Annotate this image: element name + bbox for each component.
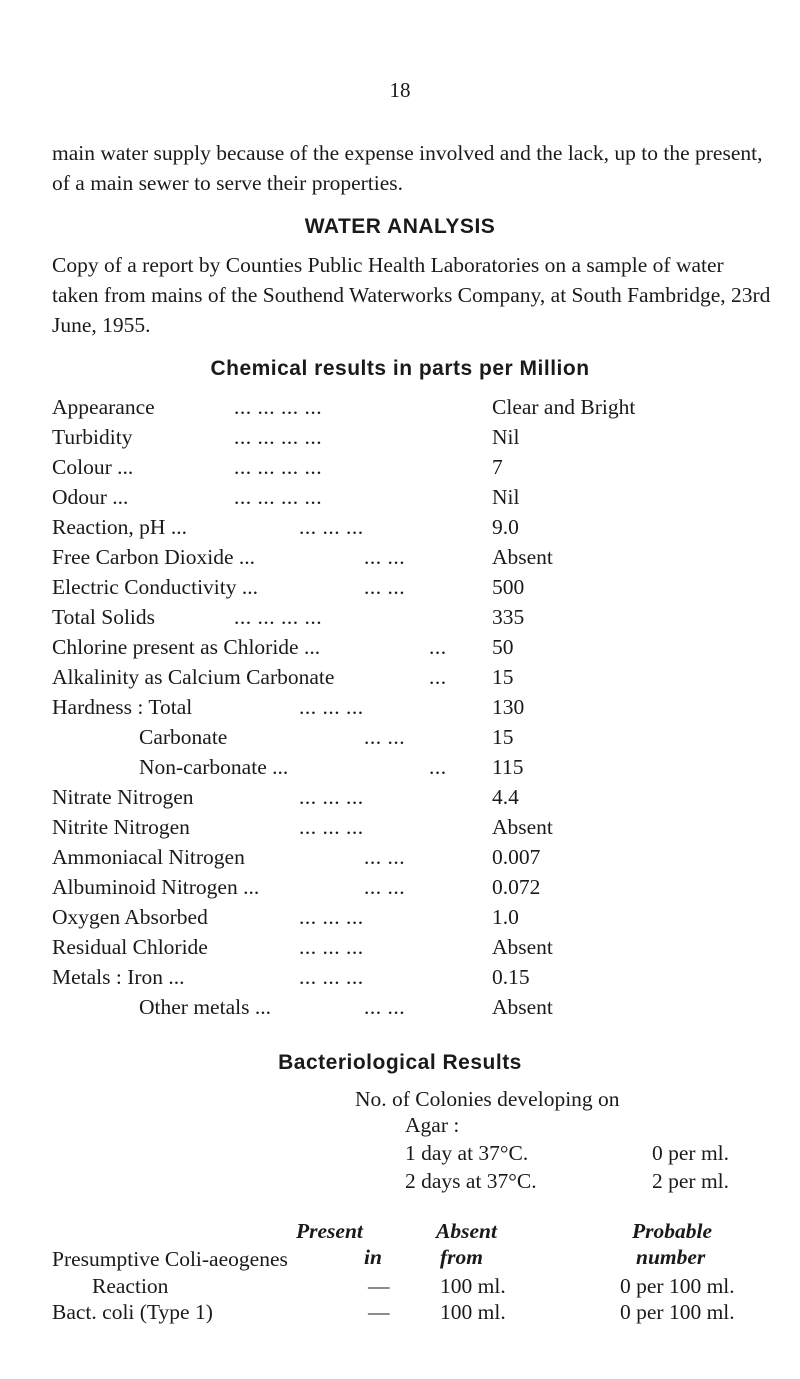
row-label: Colour ... <box>52 455 134 479</box>
row-value: 50 <box>492 635 514 659</box>
leader-dots: ... ... ... ... <box>234 605 323 629</box>
leader-dots: ... ... ... ... <box>234 425 323 449</box>
row-value: 15 <box>492 725 514 749</box>
chemical-row <box>52 935 772 963</box>
chemical-row <box>52 725 772 753</box>
chemical-row <box>52 995 772 1023</box>
chemical-row <box>52 605 772 633</box>
report-paragraph: Copy of a report by Counties Public Health Laboratories on a sample of water taken from mains of the Southend Waterworks Company, at South Fambridge, 23rd June, 1955. <box>52 253 771 337</box>
row-value: 1.0 <box>492 905 519 929</box>
column-header-present: Present <box>296 1219 363 1243</box>
row-value: 9.0 <box>492 515 519 539</box>
page-number: 18 <box>389 78 411 102</box>
leader-dots: ... ... ... <box>299 965 364 989</box>
row-value: 130 <box>492 695 525 719</box>
row-value: Absent <box>492 995 553 1019</box>
leader-dots: ... ... <box>364 875 406 899</box>
leader-dots: ... ... ... ... <box>234 485 323 509</box>
row-value: 7 <box>492 455 503 479</box>
row-label: Turbidity <box>52 425 133 449</box>
row-label: Carbonate <box>139 725 228 749</box>
row-value: Clear and Bright <box>492 395 636 419</box>
day1-label: 1 day at 37°C. <box>405 1141 529 1165</box>
leader-dots: ... ... <box>364 545 406 569</box>
row-label: Chlorine present as Chloride ... <box>52 635 321 659</box>
row-label: Other metals ... <box>139 995 271 1019</box>
column-header-absent: Absent <box>436 1219 497 1243</box>
intro-paragraph: main water supply because of the expense involved and the lack, up to the present, of a main sewer to serve their properties. <box>52 141 763 195</box>
leader-dots: ... ... ... <box>299 935 364 959</box>
section-title: WATER ANALYSIS <box>304 215 496 238</box>
row-value: 115 <box>492 755 524 779</box>
row-value: 0.007 <box>492 845 541 869</box>
leader-dots: ... <box>429 755 447 779</box>
leader-dots: ... ... ... ... <box>234 455 323 479</box>
row-value: Absent <box>492 935 553 959</box>
chemical-row <box>52 845 772 873</box>
chemical-row <box>52 815 772 843</box>
chemical-row <box>52 515 772 543</box>
chemical-row <box>52 425 772 453</box>
row-label: Nitrate Nitrogen <box>52 785 194 809</box>
reaction-probable: 0 per 100 ml. <box>620 1274 735 1298</box>
day1-value: 0 per ml. <box>652 1141 730 1165</box>
chemical-row <box>52 575 772 603</box>
chemical-row <box>52 755 772 783</box>
leader-dots: ... ... ... <box>299 905 364 929</box>
chemical-row <box>52 965 772 993</box>
row-value: Absent <box>492 815 553 839</box>
bact-coli-absent: 100 ml. <box>440 1300 506 1324</box>
row-value: 15 <box>492 665 514 689</box>
row-label: Oxygen Absorbed <box>52 905 208 929</box>
row-value: 4.4 <box>492 785 519 809</box>
reaction-absent: 100 ml. <box>440 1274 506 1298</box>
leader-dots: ... ... <box>364 725 406 749</box>
row-label: Free Carbon Dioxide ... <box>52 545 256 569</box>
leader-dots: ... <box>429 665 447 689</box>
leader-dots: ... <box>429 635 447 659</box>
row-value: 0.15 <box>492 965 530 989</box>
row-label: Nitrite Nitrogen <box>52 815 190 839</box>
colonies-caption: No. of Colonies developing on <box>355 1087 620 1111</box>
row-value: 500 <box>492 575 525 599</box>
chemical-row <box>52 455 772 483</box>
chemical-row <box>52 785 772 813</box>
column-header-probable: Probable <box>632 1219 713 1243</box>
leader-dots: ... ... ... <box>299 515 364 539</box>
row-label: Hardness : Total <box>52 695 193 719</box>
agar-label: Agar : <box>405 1113 460 1137</box>
row-label: Appearance <box>52 395 155 419</box>
day2-label: 2 days at 37°C. <box>405 1169 537 1193</box>
bact-coli-present: — <box>368 1300 390 1324</box>
column-header-from: from <box>440 1245 483 1269</box>
leader-dots: ... ... ... <box>299 695 364 719</box>
leader-dots: ... ... <box>364 845 406 869</box>
row-label-bact-coli: Bact. coli (Type 1) <box>52 1300 213 1324</box>
row-value: 0.072 <box>492 875 541 899</box>
day2-value: 2 per ml. <box>652 1169 730 1193</box>
row-label: Metals : Iron ... <box>52 965 185 989</box>
bact-coli-probable: 0 per 100 ml. <box>620 1300 735 1324</box>
row-label: Electric Conductivity ... <box>52 575 258 599</box>
row-label: Alkalinity as Calcium Carbonate <box>52 665 335 689</box>
column-header-number: number <box>636 1245 706 1269</box>
leader-dots: ... ... ... <box>299 815 364 839</box>
row-label: Non-carbonate ... <box>139 755 289 779</box>
chemical-row <box>52 875 772 903</box>
chemical-results-title: Chemical results in parts per Million <box>210 357 590 380</box>
chemical-row <box>52 485 772 513</box>
leader-dots: ... ... ... <box>299 785 364 809</box>
leader-dots: ... ... <box>364 575 406 599</box>
row-value: Nil <box>492 425 520 449</box>
leader-dots: ... ... ... ... <box>234 395 323 419</box>
row-label: Total Solids <box>52 605 156 629</box>
row-value: Nil <box>492 485 520 509</box>
chemical-row <box>52 395 772 423</box>
leader-dots: ... ... <box>364 995 406 1019</box>
row-label: Residual Chloride <box>52 935 208 959</box>
row-label-reaction: Reaction <box>92 1274 169 1298</box>
chemical-row <box>52 905 772 933</box>
row-label: Reaction, pH ... <box>52 515 187 539</box>
reaction-present: — <box>368 1274 390 1298</box>
chemical-row <box>52 695 772 723</box>
chemical-row <box>52 545 772 573</box>
bacteriological-results-title: Bacteriological Results <box>278 1051 522 1074</box>
row-label: Ammoniacal Nitrogen <box>52 845 245 869</box>
row-value: 335 <box>492 605 525 629</box>
row-label: Albuminoid Nitrogen ... <box>52 875 260 899</box>
chemical-row <box>52 665 772 693</box>
row-label-presumptive: Presumptive Coli-aeogenes <box>52 1247 288 1271</box>
chemical-row <box>52 635 772 663</box>
column-header-in: in <box>364 1245 382 1269</box>
row-value: Absent <box>492 545 553 569</box>
row-label: Odour ... <box>52 485 129 509</box>
